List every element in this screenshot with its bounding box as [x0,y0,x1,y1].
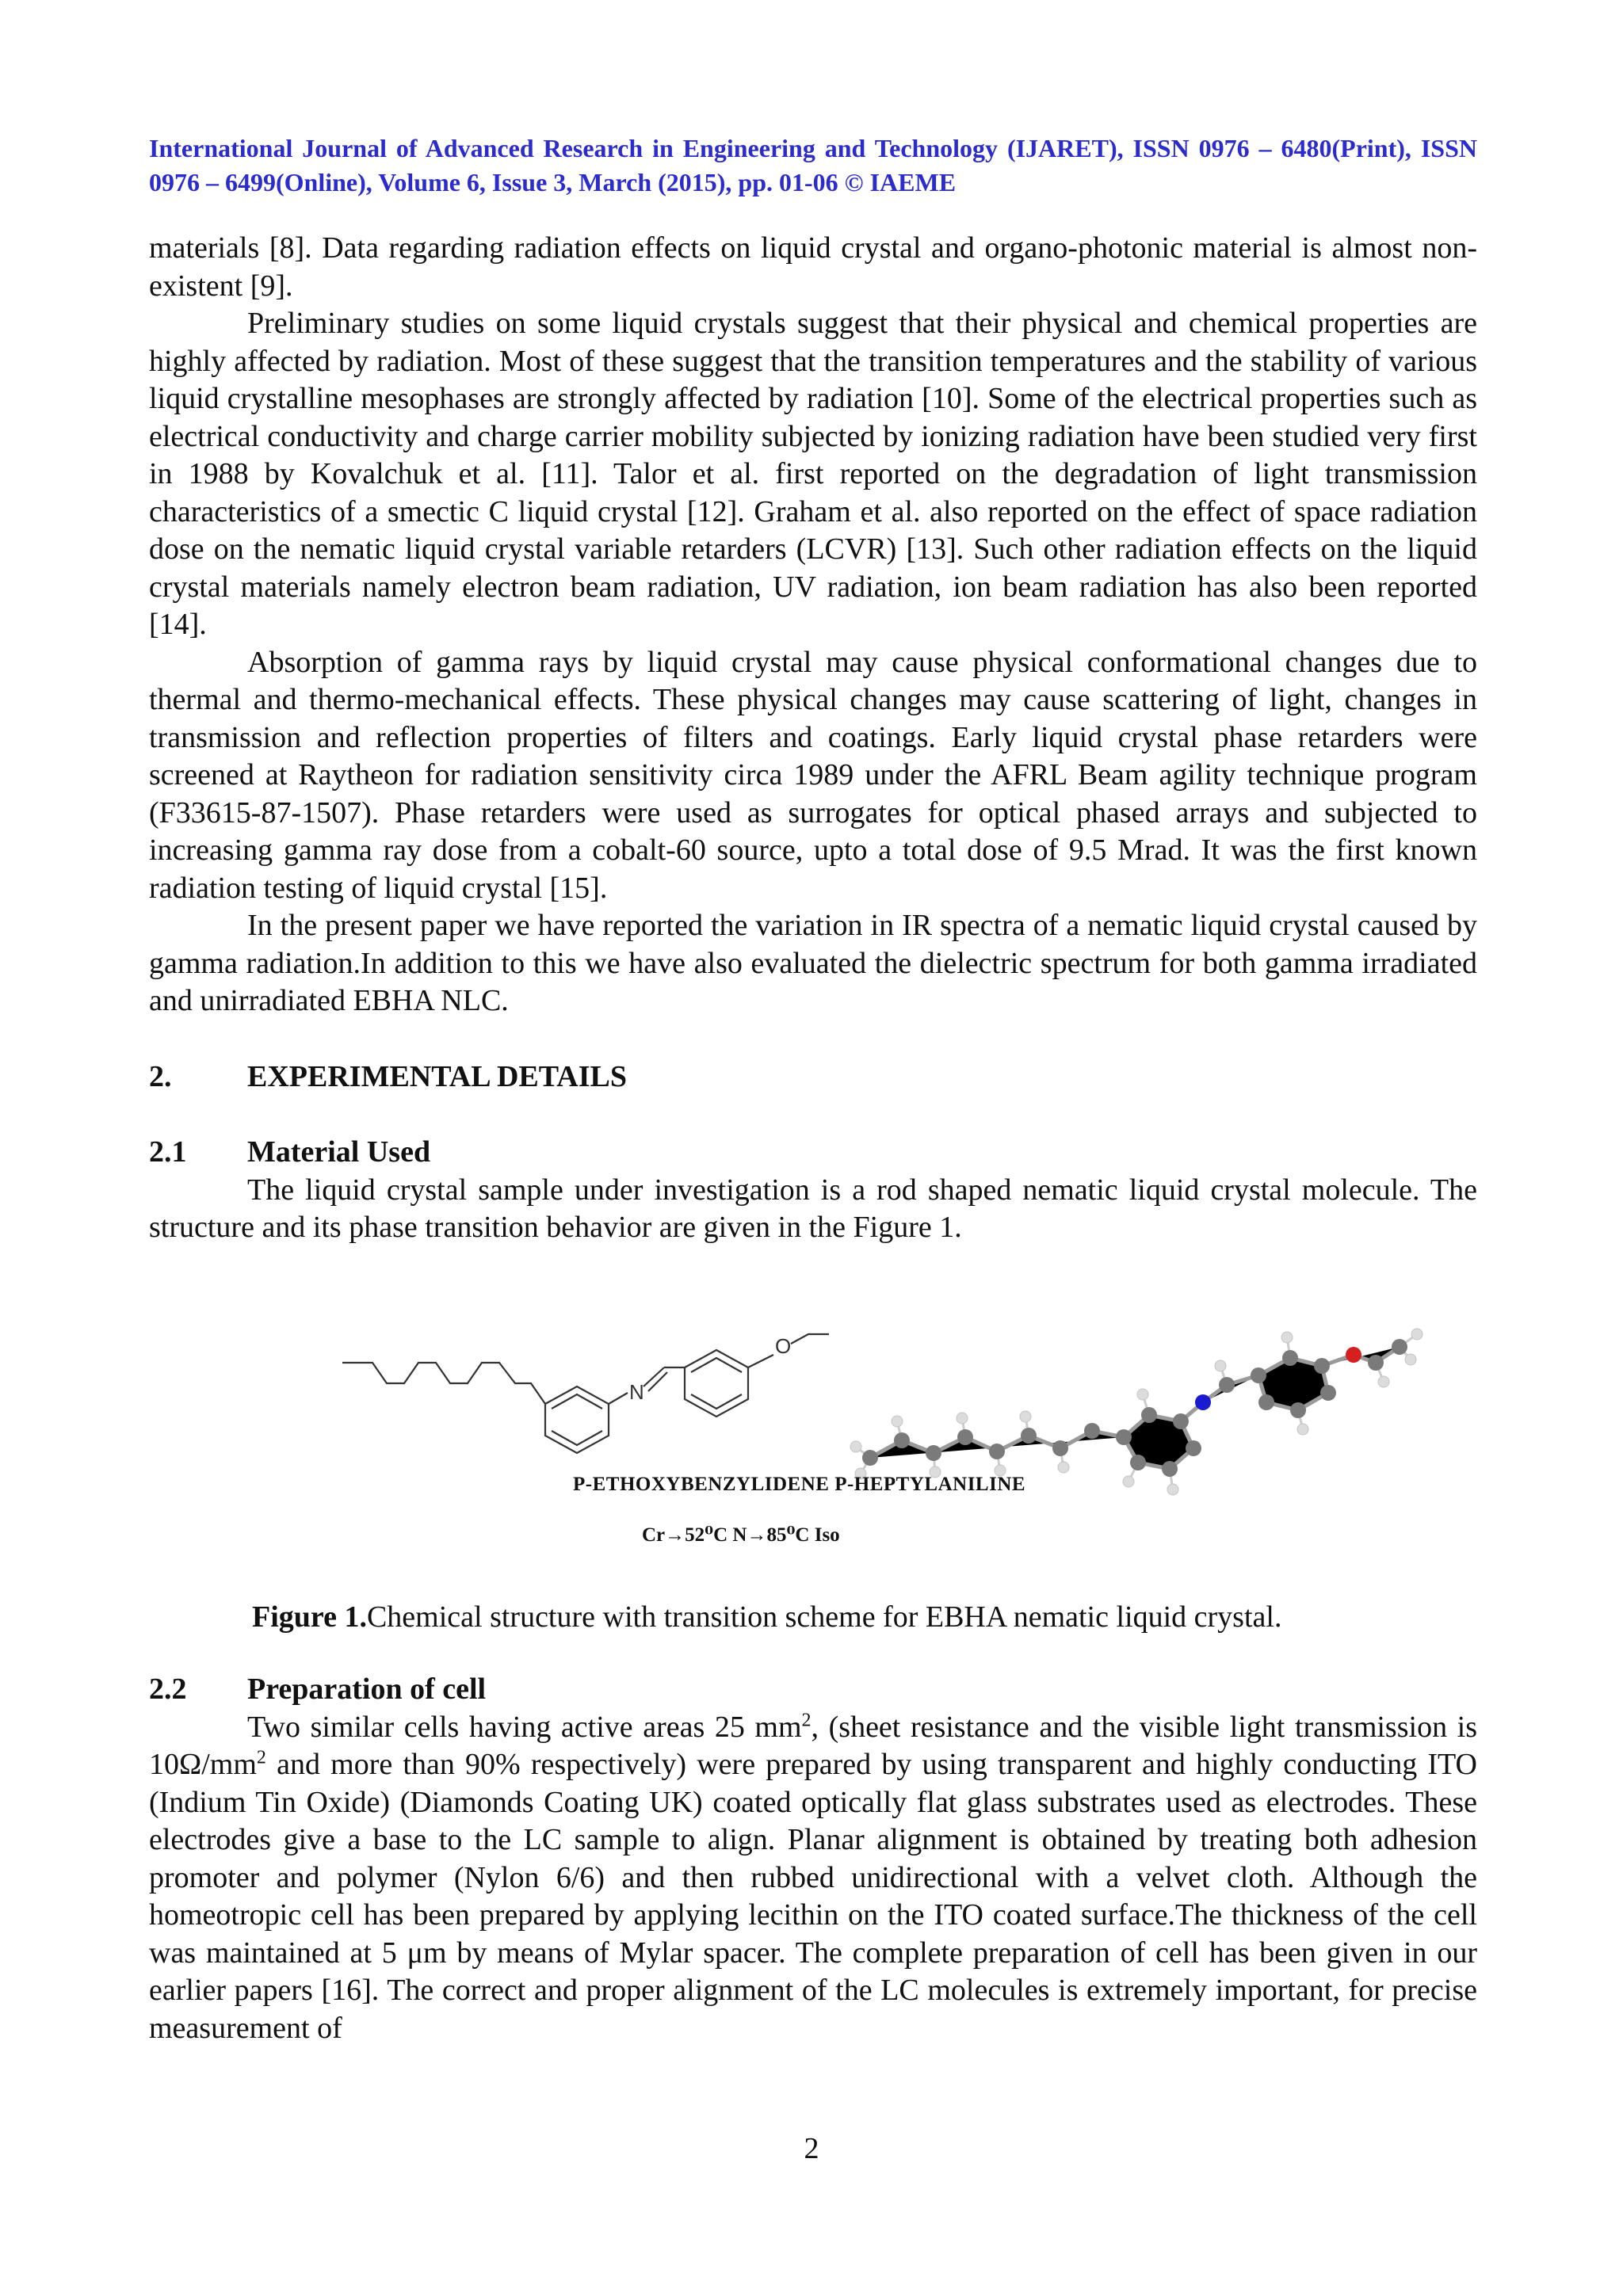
caption-text: Chemical structure with transition scheme for EBHA nematic liquid crystal. [366,1600,1282,1634]
section-title: Material Used [247,1135,431,1169]
paragraph-part: , (sheet resistance and the visible light transmission is 10Ω/mm [149,1710,1477,1781]
paragraph: The liquid crystal sample under investigation is a rod shaped nematic liquid crystal molecule. The structure and its phase transition behavior are given in the Figure 1. [149,1173,1477,1244]
transition-scheme: Cr→52⁰C N→85⁰C Iso [642,1524,840,1546]
paragraph: Absorption of gamma rays by liquid crystal may cause physical conformational changes due to thermal and thermo-mechanical effects. These physical changes may cause scattering of light, changes in transmission and reflection properties of filters and coatings. Early liquid crystal phase retarders were screened at Raytheon for radiation sensitivity circa 1989 under the AFRL Beam agility technique program (F33615-87-1507). Phase retarders were used as surrogates for optical phased arrays and subjected to increasing gamma ray dose from a cobalt-60 source, upto a total dose of 9.5 Mrad. It was the first known radiation testing of liquid crystal [15]. [149,645,1477,905]
paragraph: Preliminary studies on some liquid crystals suggest that their physical and chemical properties are highly affected by radiation. Most of these suggest that the transition temperatures and the stability of various liquid crystalline mesophases are strongly affected by radiation [10]. Some of the electrical properties such as electrical conductivity and charge carrier mobility subjected by ionizing radiation have been studied very first in 1988 by Kovalchuk et al. [11]. Talor et al. first reported on the degradation of light transmission characteristics of a smectic C liquid crystal [12]. Graham et al. also reported on the effect of space radiation dose on the nematic liquid crystal variable retarders (LCVR) [13]. Such other radiation effects on the liquid crystal materials namely electron beam radiation, UV radiation, ion beam radiation has also been reported [14]. [149,307,1477,641]
superscript: 2 [801,1709,812,1730]
section-number: 2. [149,1059,172,1093]
section-title: EXPERIMENTAL DETAILS [247,1059,627,1093]
body-text [149,230,1477,2047]
section-heading-2-1 [149,1134,1477,1172]
paragraph: materials [8]. Data regarding radiation effects on liquid crystal and organo-photonic material is almost non-existent [9]. [149,231,1477,303]
section-heading-2-2 [149,1671,1477,1709]
section-heading-2 [149,1058,1477,1097]
caption-label: Figure 1. [252,1600,367,1634]
figure-caption [252,1599,1477,1637]
section-title: Preparation of cell [247,1672,487,1706]
paragraph-part: and more than 90% respectively) were prepared by using transparent and highly conducting ITO (Indium Tin Oxide) (Diamonds Coating UK) coated optically flat glass substrates used as electrodes. These electrodes give a base to the LC sample to align. Planar alignment is obtained by treating both adhesion promoter and polymer (Nylon 6/6) and then rubbed unidirectional with a velvet cloth. Although the homeotropic cell has been prepared by applying lecithin on the ITO coated surface.The thickness of the cell was maintained at 5 μm by means of Mylar spacer. The complete preparation of cell has been given in our earlier papers [16]. The correct and proper alignment of the LC molecules is extremely important, for precise measurement of [149,1748,1477,2045]
nitrogen-label: N [629,1379,644,1404]
superscript: 2 [256,1747,266,1768]
oxygen-atom [1346,1347,1361,1363]
compound-name: P-ETHOXYBENZYLIDENE P-HEPTYLANILINE [573,1473,1026,1495]
section-number: 2.2 [149,1672,187,1706]
page-number: 2 [804,2132,819,2165]
skeletal-formula [342,1334,829,1453]
journal-header: International Journal of Advanced Research in Engineering and Technology (IJARET), ISSN 0976 – 6480(Print), ISSN 0976 – 6499(Online), Volume 6, Issue 3, March (2015), pp. 01-06 © IAEME [149,134,1477,196]
nitrogen-atom [1195,1394,1211,1410]
section-number: 2.1 [149,1135,187,1169]
oxygen-label: O [775,1333,792,1358]
paragraph [149,1709,1477,2048]
paragraph: In the present paper we have reported the variation in IR spectra of a nematic liquid crystal caused by gamma radiation.In addition to this we have also evaluated the dielectric spectrum for both gamma irradiated and unirradiated EBHA NLC. [149,909,1477,1017]
figure-1 [149,1258,1477,1599]
paragraph-part: Two similar cells having active areas 25 mm [247,1710,802,1744]
